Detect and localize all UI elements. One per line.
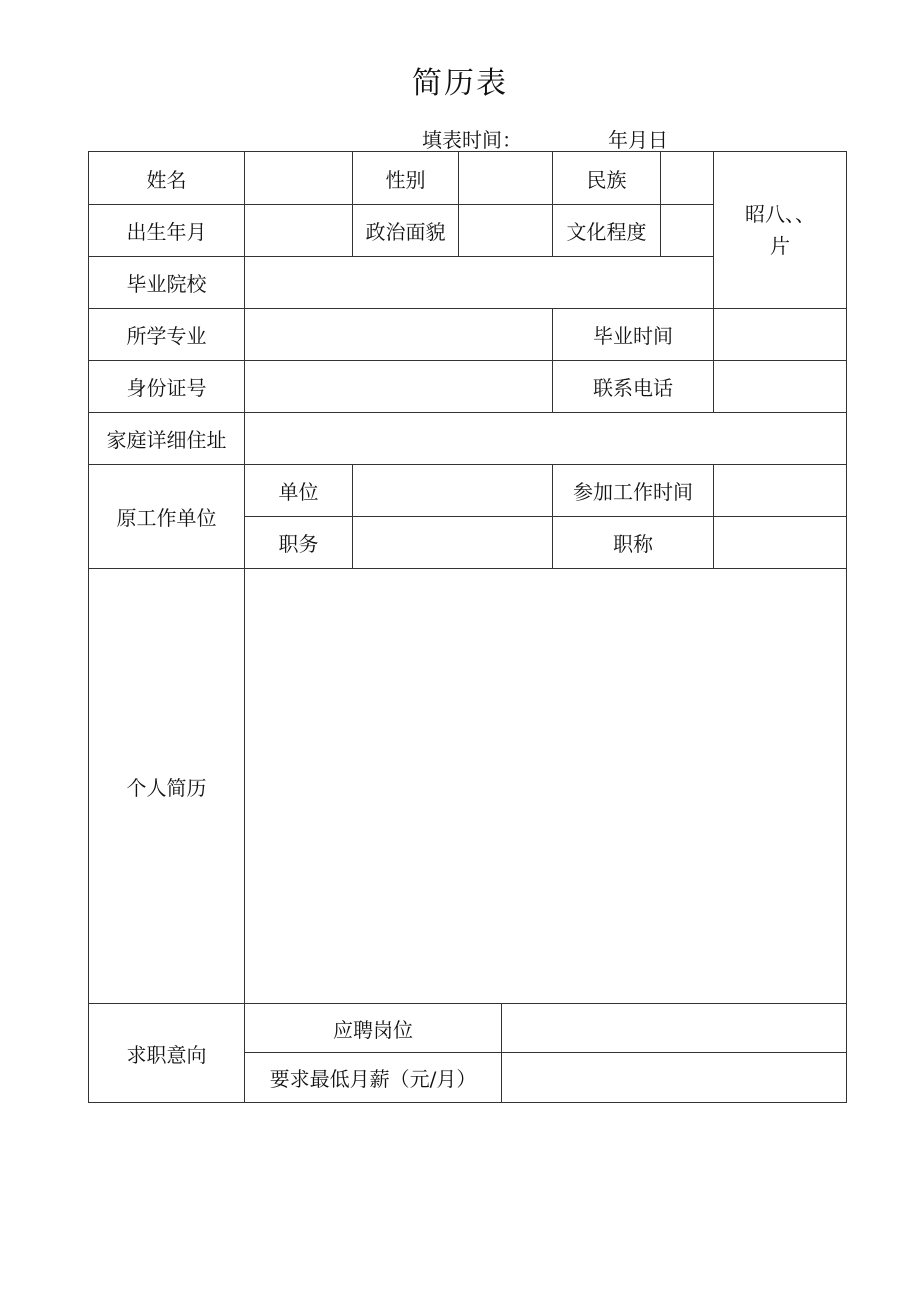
school-field[interactable] — [245, 257, 714, 309]
prev-employer-label: 原工作单位 — [89, 465, 245, 569]
education-label: 文化程度 — [553, 205, 661, 257]
position-label: 职务 — [245, 517, 353, 569]
phone-label: 联系电话 — [553, 361, 714, 413]
photo-box[interactable] — [714, 152, 847, 309]
fill-time-label: 填表时间： — [422, 128, 522, 152]
unit-label: 单位 — [245, 465, 353, 517]
start-work-time-field[interactable] — [714, 465, 847, 517]
address-label: 家庭详细住址 — [89, 413, 245, 465]
title-rank-label: 职称 — [553, 517, 714, 569]
political-field[interactable] — [459, 205, 553, 257]
form-title: 简历表 — [412, 66, 508, 101]
fill-time-value[interactable]: 年月日 — [608, 128, 668, 152]
title-rank-field[interactable] — [714, 517, 847, 569]
name-label: 姓名 — [89, 152, 245, 205]
gender-field[interactable] — [459, 152, 553, 205]
intention-label: 求职意向 — [89, 1004, 245, 1103]
resume-label: 个人简历 — [89, 569, 245, 1004]
phone-field[interactable] — [714, 361, 847, 413]
major-field[interactable] — [245, 309, 553, 361]
min-salary-field[interactable] — [502, 1053, 847, 1103]
gender-label: 性别 — [353, 152, 459, 205]
position-field[interactable] — [353, 517, 553, 569]
photo-label-line1: 昭八、、 — [745, 202, 815, 226]
ethnicity-field[interactable] — [661, 152, 714, 205]
address-field[interactable] — [245, 413, 847, 465]
id-number-field[interactable] — [245, 361, 553, 413]
major-label: 所学专业 — [89, 309, 245, 361]
resume-form-table — [88, 151, 847, 1103]
photo-label-line2: 片 — [770, 234, 790, 258]
min-salary-label: 要求最低月薪（元/月） — [245, 1053, 502, 1103]
birth-label: 出生年月 — [89, 205, 245, 257]
applied-post-label: 应聘岗位 — [245, 1004, 502, 1053]
unit-field[interactable] — [353, 465, 553, 517]
education-field[interactable] — [661, 205, 714, 257]
applied-post-field[interactable] — [502, 1004, 847, 1053]
start-work-time-label: 参加工作时间 — [553, 465, 714, 517]
grad-time-field[interactable] — [714, 309, 847, 361]
name-field[interactable] — [245, 152, 353, 205]
birth-field[interactable] — [245, 205, 353, 257]
political-label: 政治面貌 — [353, 205, 459, 257]
grad-time-label: 毕业时间 — [553, 309, 714, 361]
school-label: 毕业院校 — [89, 257, 245, 309]
resume-field[interactable] — [245, 569, 847, 1004]
id-number-label: 身份证号 — [89, 361, 245, 413]
ethnicity-label: 民族 — [553, 152, 661, 205]
